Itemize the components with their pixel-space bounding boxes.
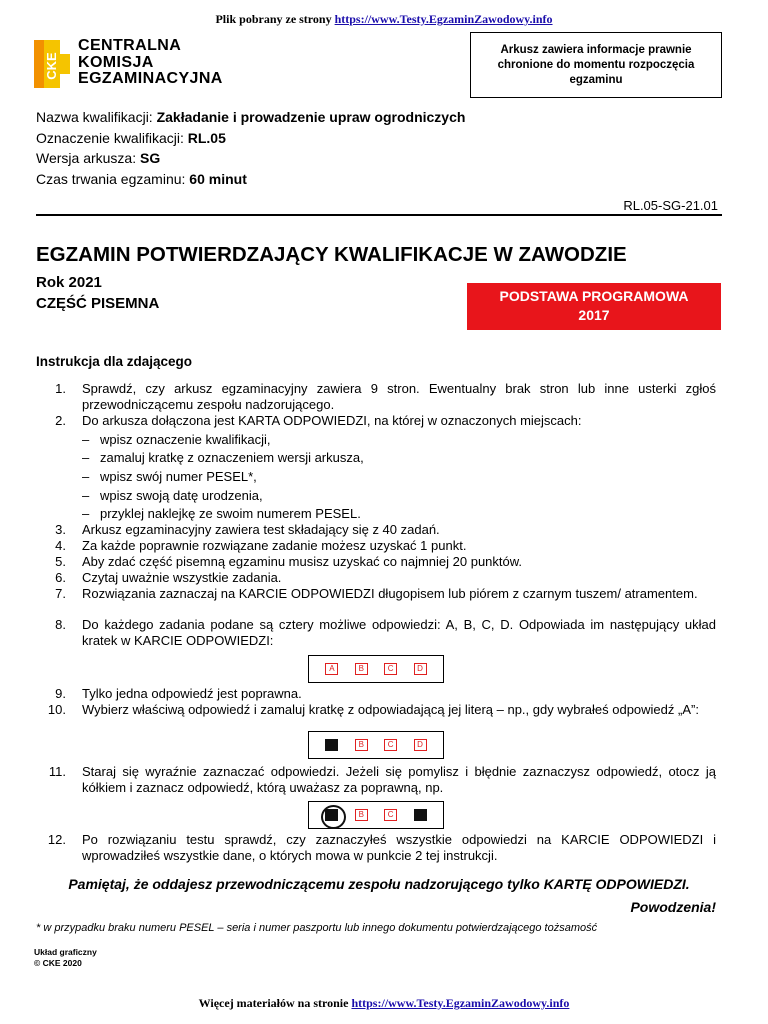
dash: – [82, 432, 90, 447]
answer-grid-example [308, 655, 444, 683]
instruction-item: Tylko jedna odpowiedź jest poprawna. [82, 686, 302, 701]
instruction-item: Do arkusza dołączona jest KARTA ODPOWIEDZI, na której w oznaczonych miejscach: [82, 413, 582, 428]
item-number: 5. [55, 554, 66, 569]
item-number: 9. [55, 686, 66, 701]
layout-credit-line-2: © CKE 2020 [34, 958, 82, 968]
exam-part: CZĘŚĆ PISEMNA [36, 295, 160, 312]
instruction-item: Rozwiązania zaznaczaj na KARCIE ODPOWIEDZI długopisem lub piórem z czarnym tuszem/ atramentem. [82, 586, 698, 601]
option-box-c: C [384, 663, 397, 675]
item-number: 2. [55, 413, 66, 428]
layout-credit [34, 947, 97, 969]
exam-title: EGZAMIN POTWIERDZAJĄCY KWALIFIKACJE W ZAWODZIE [36, 243, 627, 266]
qualification-value: Zakładanie i prowadzenie upraw ogrodniczych [156, 109, 466, 125]
notice-text: Arkusz zawiera informacje prawnie chronione do momentu rozpoczęcia egzaminu [497, 43, 695, 86]
instruction-item: Sprawdź, czy arkusz egzaminacyjny zawiera 9 stron. Ewentualny brak stron lub inne usterki zgłoś przewodniczącemu zespołu nadzorującego. [82, 381, 716, 412]
footer-source-link[interactable]: https://www.Testy.EgzaminZawodowy.info [351, 996, 570, 1010]
instruction-item: Aby zdać część pisemną egzaminu musisz uzyskać co najmniej 20 punktów. [82, 554, 523, 569]
sub-item: zamaluj kratkę z oznaczeniem wersji arkusza, [100, 450, 364, 465]
sub-item: przyklej naklejkę ze swoim numerem PESEL. [100, 506, 361, 521]
option-box-b: B [355, 809, 368, 821]
item-number: 8. [55, 617, 66, 632]
answer-sheet-reminder: Pamiętaj, że oddajesz przewodniczącemu zespołu nadzorującego tylko KARTĘ ODPOWIEDZI. [68, 876, 690, 892]
more-prefix: Więcej materiałów na stronie [198, 996, 352, 1010]
instruction-item: Za każde poprawnie rozwiązane zadanie możesz uzyskać 1 punkt. [82, 538, 467, 553]
option-box-d: D [414, 663, 427, 675]
layout-credit-line-1: Układ graficzny [34, 947, 97, 957]
option-box-a-filled: A [325, 739, 338, 751]
option-box-b: B [355, 739, 368, 751]
qualification-label: Nazwa kwalifikacji: [36, 109, 157, 125]
item-number: 10. [47, 702, 66, 717]
option-box-d-filled: D [414, 809, 427, 821]
answer-grid-correction-example [308, 801, 444, 829]
version-value: SG [140, 150, 161, 166]
logo-mark: CKE [44, 52, 59, 80]
item-number: 1. [55, 381, 66, 396]
option-box-c: C [384, 739, 397, 751]
version-label: Wersja arkusza: [36, 150, 140, 166]
item-number: 7. [55, 586, 66, 601]
instruction-item: Staraj się wyraźnie zaznaczać odpowiedzi. Jeżeli się pomylisz i błędnie zaznaczysz odpowiedź, otocz ją kółkiem i zaznacz odpowiedź, którą uważasz za poprawną, np. [82, 764, 716, 795]
curriculum-badge [467, 283, 721, 330]
instruction-item: Arkusz egzaminacyjny zawiera test składający się z 40 zadań. [82, 522, 440, 537]
sheet-code: RL.05-SG-21.01 [623, 198, 718, 213]
instruction-item: Do każdego zadania podane są cztery możliwe odpowiedzi: A, B, C, D. Odpowiada im następujący układ kratek w KARCIE ODPOWIEDZI: [82, 617, 716, 648]
dash: – [82, 450, 90, 465]
logo-line-3: EGZAMINACYJNA [78, 70, 223, 87]
sheet-version-row [36, 150, 160, 166]
sub-item: wpisz oznaczenie kwalifikacji, [100, 432, 271, 447]
curriculum-line-2: 2017 [578, 307, 610, 323]
option-box-b: B [355, 663, 368, 675]
item-number: 12. [47, 832, 66, 847]
duration-value: 60 minut [189, 171, 247, 187]
sub-item: wpisz swoją datę urodzenia, [100, 488, 263, 503]
source-link[interactable]: https://www.Testy.EgzaminZawodowy.info [334, 12, 553, 26]
dash: – [82, 488, 90, 503]
item-number: 6. [55, 570, 66, 585]
duration-label: Czas trwania egzaminu: [36, 171, 190, 187]
protected-info-notice [470, 32, 722, 98]
instructions-heading: Instrukcja dla zdającego [36, 354, 193, 369]
download-prefix: Plik pobrany ze strony [215, 12, 335, 26]
option-box-a-circled: A [325, 809, 338, 821]
option-box-d: D [414, 739, 427, 751]
code-label: Oznaczenie kwalifikacji: [36, 130, 188, 146]
more-materials-line [0, 996, 768, 1011]
download-source-line [0, 12, 768, 27]
instruction-item: Wybierz właściwą odpowiedź i zamaluj kratkę z odpowiadającą jej literą – np., gdy wybrałeś odpowiedź „A”: [82, 702, 699, 717]
qualification-name-row [36, 109, 465, 125]
curriculum-line-1: PODSTAWA PROGRAMOWA [499, 288, 689, 304]
option-box-c: C [384, 809, 397, 821]
option-box-a: A [325, 663, 338, 675]
item-number: 3. [55, 522, 66, 537]
header-divider [36, 214, 722, 216]
qualification-code-row [36, 130, 226, 146]
instruction-item: Czytaj uważnie wszystkie zadania. [82, 570, 282, 585]
dash: – [82, 506, 90, 521]
code-value: RL.05 [187, 130, 226, 146]
good-luck: Powodzenia! [630, 899, 716, 915]
item-number: 11. [48, 764, 66, 779]
dash: – [82, 469, 90, 484]
answer-grid-filled-example [308, 731, 444, 759]
exam-year: Rok 2021 [36, 274, 102, 291]
cke-logo-icon [34, 40, 70, 88]
logo-wordmark [78, 38, 223, 88]
item-number: 4. [55, 538, 66, 553]
logo-line-2: KOMISJA [78, 53, 154, 71]
instruction-item: Po rozwiązaniu testu sprawdź, czy zaznaczyłeś wszystkie odpowiedzi na KARCIE ODPOWIEDZI i wprowadziłeś wszystkie dane, o których mowa w punkcie 2 tej instrukcji. [82, 832, 716, 863]
logo-line-1: CENTRALNA [78, 37, 182, 54]
exam-duration-row [36, 171, 247, 187]
pesel-footnote: * w przypadku braku numeru PESEL – seria i numer paszportu lub innego dokumentu potwierdzającego tożsamość [36, 922, 598, 934]
sub-item: wpisz swój numer PESEL*, [100, 469, 257, 484]
